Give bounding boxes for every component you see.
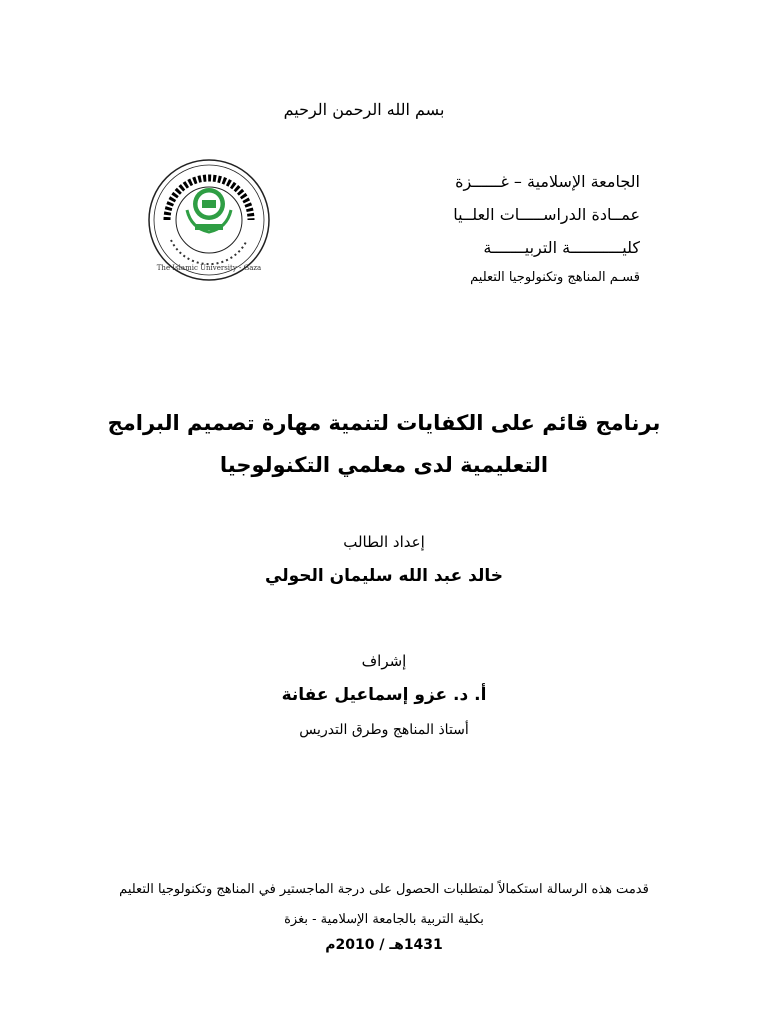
deanship-name: عمــادة الدراســـــات العلــيا (453, 205, 640, 224)
thesis-title (0, 402, 768, 486)
faculty-name: كليـــــــــــة التربيـــــــة (483, 238, 640, 257)
thesis-title-line-2: التعليمية لدى معلمي التكنولوجيا (219, 453, 549, 477)
submission-statement (0, 875, 768, 935)
supervisor-name: أ. د. عزو إسماعيل عفانة (281, 685, 487, 705)
institution-header (380, 165, 640, 292)
basmala: بسم الله الرحمن الرحيم (283, 100, 445, 119)
supervisor-title: أستاذ المناهج وطرق التدريس (299, 722, 469, 738)
department-name: قسـم المناهج وتكنولوجيا التعليم (470, 270, 640, 285)
thesis-title-line-1: برنامج قائم على الكفايات لتنمية مهارة تصميم البرامج (107, 411, 661, 435)
submission-line-1: قدمت هذه الرسالة استكمالاً لمتطلبات الحصول على درجة الماجستير في المناهج وتكنولوجيا التعليم (119, 882, 649, 897)
prepared-by-label: إعداد الطالب (343, 533, 425, 551)
university-seal-icon (147, 158, 271, 282)
student-name: خالد عبد الله سليمان الحولي (265, 566, 503, 586)
svg-text:The Islamic University - Gaza: The Islamic University - Gaza (156, 264, 262, 272)
supervision-label: إشراف (361, 652, 407, 670)
submission-line-2: بكلية التربية بالجامعة الإسلامية - بغزة (284, 912, 484, 927)
submission-date: 1431هـ / 2010م (325, 937, 443, 953)
university-name: الجامعة الإسلامية – غــــــزة (455, 172, 640, 191)
